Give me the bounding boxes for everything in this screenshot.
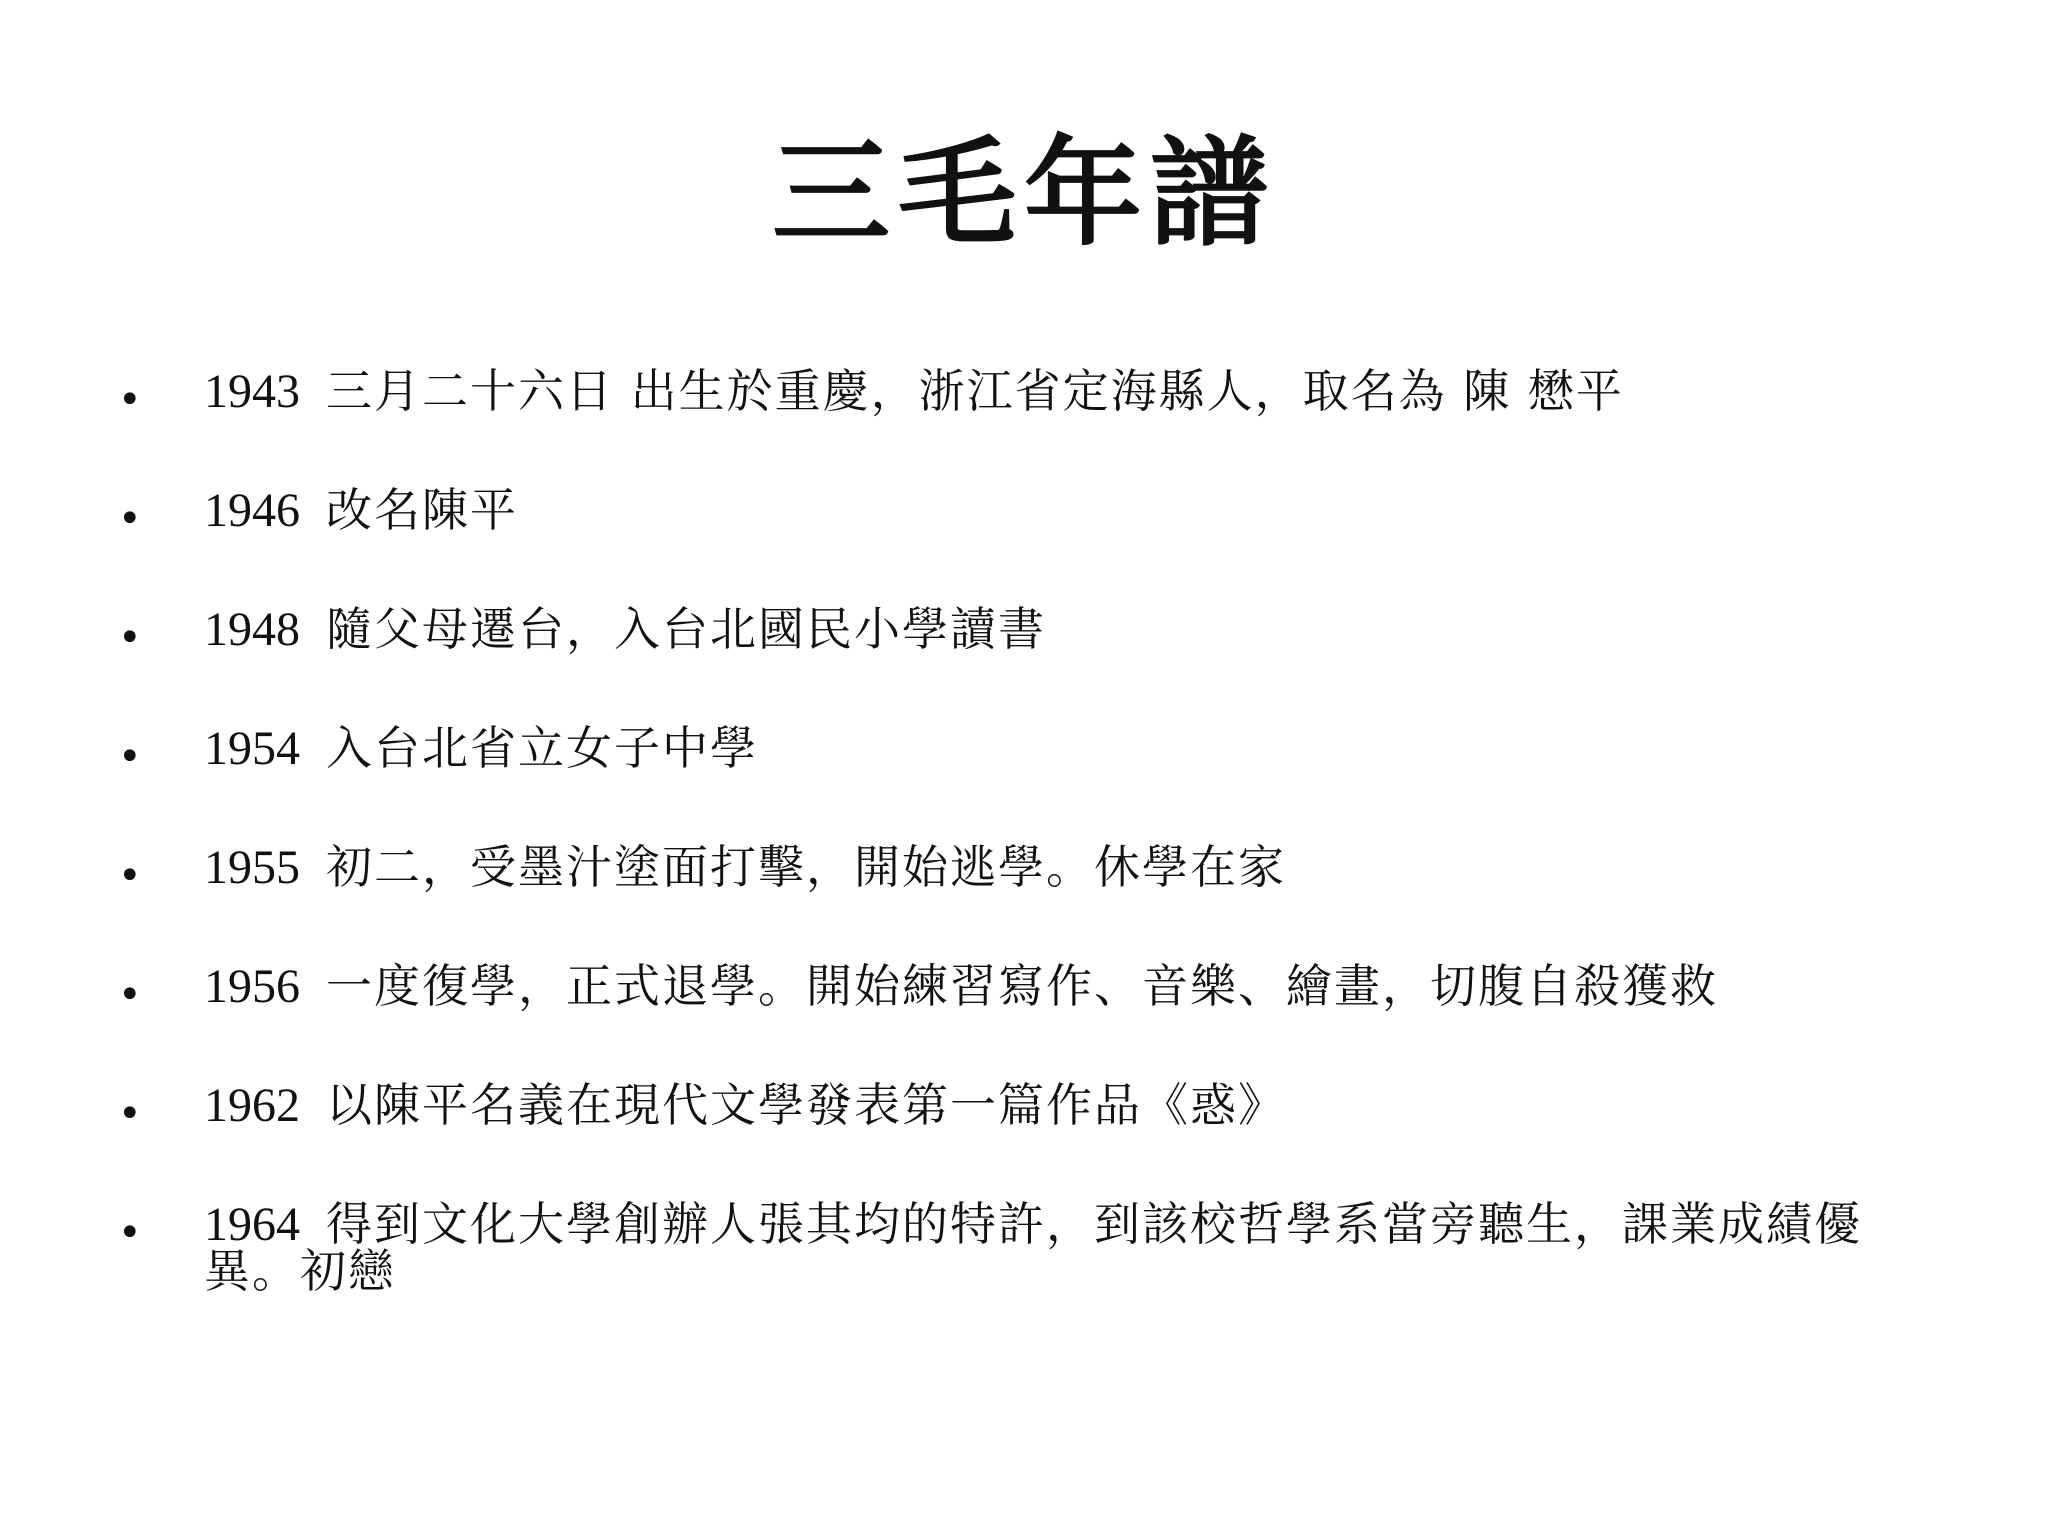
bullet-icon: • [118,1210,142,1256]
list-item [0,479,2048,598]
list-item-year: 1955 [204,841,300,894]
list-item-year: 1964 [204,1198,300,1251]
list-item [0,955,2048,1074]
list-item-text [204,1197,1944,1298]
list-item-text [204,364,1944,418]
bullet-icon: • [118,1091,142,1137]
list-item-description: 初二，受墨汁塗面打擊，開始逃學。休學在家 [326,840,1286,894]
list-item [0,1193,2048,1312]
list-item [0,1074,2048,1193]
slide-title: 三毛年譜 [771,124,1276,262]
bullet-icon: • [118,972,142,1018]
bullet-icon: • [118,734,142,780]
list-item-description: 得到文化大學創辦人張其均的特許，到該校哲學系當旁聽生，課業成績優異。初戀 [204,1197,1862,1298]
list-item-text [204,483,1944,537]
list-item-year: 1954 [204,722,300,775]
list-item-year: 1956 [204,960,300,1013]
list-item [0,717,2048,836]
list-item [0,598,2048,717]
bullet-icon: • [118,496,142,542]
list-item-year: 1948 [204,603,300,656]
list-item-description: 以陳平名義在現代文學發表第一篇作品《惑》 [326,1078,1286,1132]
list-item-description: 隨父母遷台，入台北國民小學讀書 [326,602,1046,656]
list-item-year: 1962 [204,1079,300,1132]
list-item-description: 入台北省立女子中學 [326,721,758,775]
list-item-text [204,1078,1944,1132]
bullet-icon: • [118,615,142,661]
timeline-list [0,360,2048,1312]
list-item-text [204,602,1944,656]
bullet-icon: • [118,377,142,423]
list-item-text [204,840,1944,894]
list-item [0,360,2048,479]
list-item-description: 一度復學，正式退學。開始練習寫作、音樂、繪畫，切腹自殺獲救 [326,959,1718,1013]
list-item-year: 1946 [204,484,300,537]
list-item-text [204,721,1944,775]
list-item [0,836,2048,955]
list-item-year: 1943 [204,365,300,418]
bullet-icon: • [118,853,142,899]
list-item-description: 三月二十六日 出生於重慶，浙江省定海縣人，取名為 陳 懋平 [326,364,1624,418]
list-item-text [204,959,1944,1013]
list-item-description: 改名陳平 [326,483,518,537]
